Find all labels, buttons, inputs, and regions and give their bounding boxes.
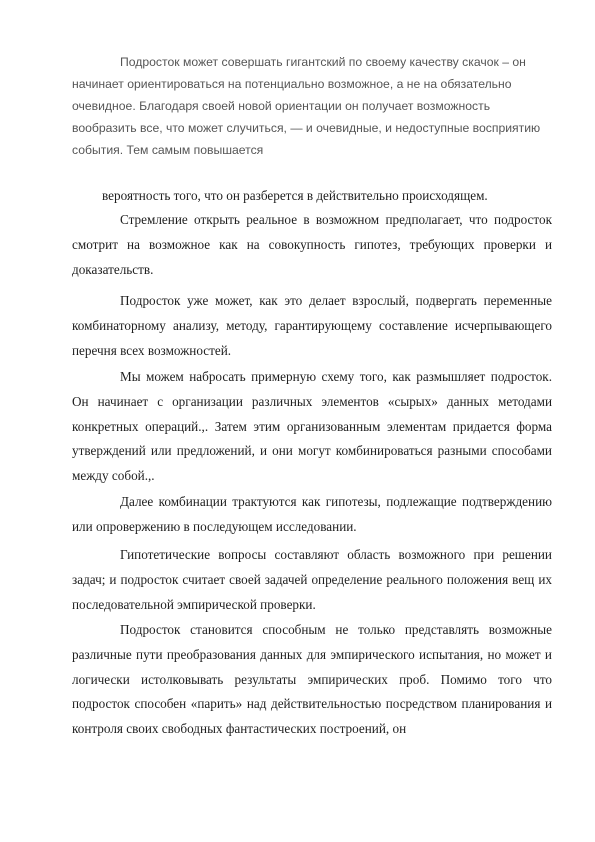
paragraph-1: Подросток может совершать гигантский по своему качеству скачок – он начинает ориентироваться на потенциально возможное, а не на обязательно очевидное. Благодаря своей новой ориентации он получает возможность вообразить все, что может случиться, — и очевидные, и недоступные восприятию события. Тем самым повышается (72, 55, 541, 157)
paragraph-2: Стремление открыть реальное в возможном предполагает, что подросток смотрит на возможное как на совокупность гипотез, требующих проверки и доказательств. (72, 212, 552, 277)
paragraph-5: Далее комбинации трактуются как гипотезы, подлежащие подтверждению или опровержению в последующем исследовании. (72, 494, 552, 534)
paragraph-3: Подросток уже может, как это делает взрослый, подвергать переменные комбинаторному анализу, методу, гарантирующему составление исчерпывающего перечня всех возможностей. (72, 293, 552, 358)
paragraph-6: Гипотетические вопросы составляют область возможного при решении задач; и подросток считает своей задачей определение реального положения вещ их последовательной эмпирической проверки. (72, 547, 552, 612)
paragraph-4: Мы можем набросать примерную схему того, как размышляет подросток. Он начинает с организации различных элементов «сырых» данных методами конкретных операций.,. Затем этим организованным элементам придается форма утверждений или предложений, и они могут комбинироваться разными способами между собой.,. (72, 369, 552, 484)
paragraph-7: Подросток становится способным не только представлять возможные различные пути преобразования данных для эмпирического испытания, но может и логически истолковывать результаты эмпирических проб. Помимо того что подросток способен «парить» над действительностью посредством планирования и контроля своих свободных фантастических построений, он (72, 622, 552, 737)
paragraph-continuation: вероятность того, что он разберется в действительно происходящем. (102, 188, 488, 203)
